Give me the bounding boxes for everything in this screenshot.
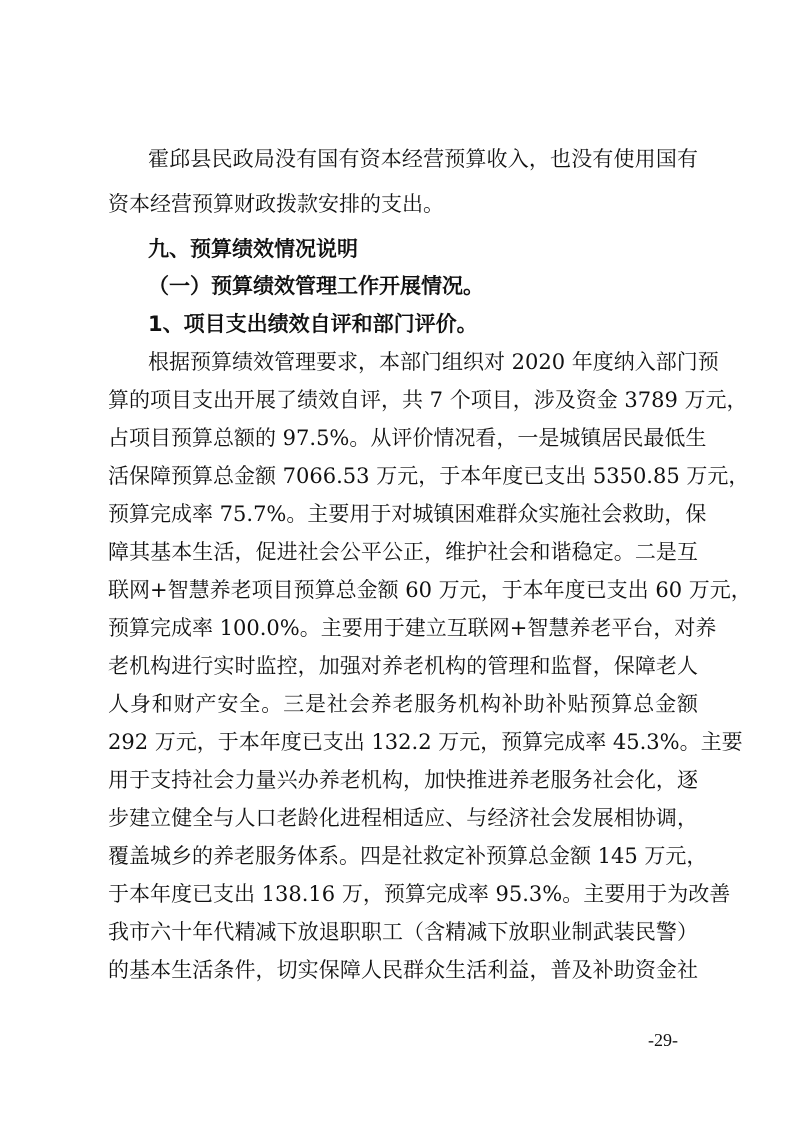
body-line-5: 预算完成率 75.7%。主要用于对城镇困难群众实施社会救助，保	[108, 502, 707, 526]
body-line-2: 算的项目支出开展了绩效自评，共 7 个项目，涉及资金 3789 万元，	[108, 388, 748, 412]
body-line-9: 老机构进行实时监控，加强对养老机构的管理和监督，保障老人	[108, 654, 698, 678]
body-line-7: 联网+智慧养老项目预算总金额 60 万元，于本年度已支出 60 万元，	[108, 578, 752, 602]
subsection-heading: （一）预算绩效管理工作开展情况。	[148, 274, 484, 298]
intro-line-1: 霍邱县民政局没有国有资本经营预算收入，也没有使用国有	[148, 147, 698, 171]
body-line-11: 292 万元，于本年度已支出 132.2 万元，预算完成率 45.3%。主要	[108, 730, 743, 754]
section-heading: 九、预算绩效情况说明	[148, 237, 358, 261]
body-line-3: 占项目预算总额的 97.5%。从评价情况看，一是城镇居民最低生	[108, 426, 707, 450]
body-line-4: 活保障预算总金额 7066.53 万元，于本年度已支出 5350.85 万元，	[108, 464, 750, 488]
body-line-13: 步建立健全与人口老龄化进程相适应、与经济社会发展相协调，	[108, 806, 698, 830]
body-line-1: 根据预算绩效管理要求，本部门组织对 2020 年度纳入部门预	[148, 350, 719, 374]
item-heading: 1、项目支出绩效自评和部门评价。	[148, 312, 478, 336]
page-number: -29-	[648, 1030, 678, 1050]
body-line-14: 覆盖城乡的养老服务体系。四是社救定补预算总金额 145 万元，	[108, 844, 708, 868]
body-line-17: 的基本生活条件，切实保障人民群众生活利益，普及补助资金社	[108, 958, 698, 982]
body-line-16: 我市六十年代精减下放退职职工（含精减下放职业制武装民警）	[108, 920, 698, 944]
body-line-15: 于本年度已支出 138.16 万，预算完成率 95.3%。主要用于为改善	[108, 882, 731, 906]
body-line-8: 预算完成率 100.0%。主要用于建立互联网+智慧养老平台，对养	[108, 616, 717, 640]
body-line-10: 人身和财产安全。三是社会养老服务机构补助补贴预算总金额	[108, 692, 698, 716]
intro-line-2: 资本经营预算财政拨款安排的支出。	[108, 192, 444, 216]
body-line-6: 障其基本生活，促进社会公平公正，维护社会和谐稳定。二是互	[108, 540, 698, 564]
body-line-12: 用于支持社会力量兴办养老机构，加快推进养老服务社会化，逐	[108, 768, 698, 792]
